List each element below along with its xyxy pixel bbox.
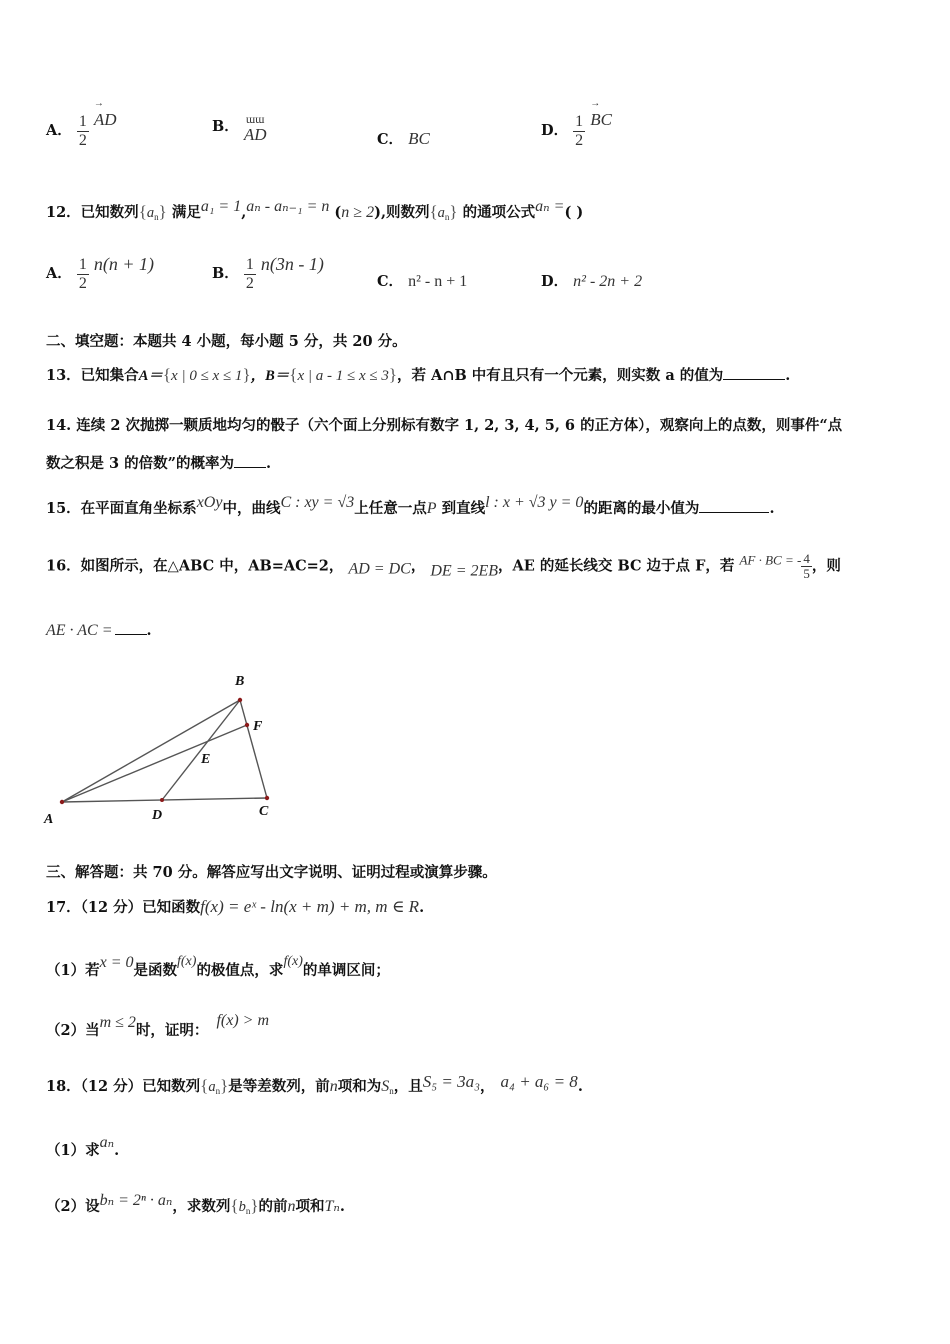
text: . (339, 1198, 345, 1215)
math: P (426, 500, 437, 517)
q12-option-c (377, 270, 467, 291)
math: aₙ (99, 1134, 115, 1151)
numerator: 1 (245, 255, 254, 273)
q18-part1 (46, 1132, 119, 1160)
brace: } (220, 1076, 229, 1095)
math: a (146, 205, 155, 221)
q12-option-a (46, 254, 154, 293)
subscript: n (215, 1086, 221, 1096)
fraction (573, 113, 585, 150)
option-label: B． (212, 265, 239, 282)
math: AD = DC (348, 560, 411, 578)
text: . (577, 1078, 583, 1095)
math: C : xy = √3 (280, 494, 355, 511)
label-a: A (44, 812, 54, 827)
text: . (769, 500, 775, 517)
q16-ask (46, 622, 152, 640)
vector-glyph: ɯɯ (245, 112, 265, 126)
option-label: B． (212, 118, 239, 135)
point-a (60, 800, 64, 804)
text: （2）设 (46, 1198, 100, 1215)
point-d (160, 798, 164, 802)
text: 是函数 (133, 962, 177, 979)
text: ，求数列 (172, 1198, 231, 1215)
math: a₄ + a₆ = 8 (500, 1072, 578, 1091)
brace: } (250, 1196, 259, 1215)
fraction (77, 113, 89, 150)
math: DE = 2EB (430, 562, 499, 580)
math: AF · BC = - (739, 552, 802, 568)
math: b (238, 1199, 246, 1215)
text: ，AE 的延长线交 BC 边于点 F，若 (498, 557, 735, 575)
segment-bc (240, 700, 267, 798)
answer-blank[interactable] (699, 512, 769, 513)
text: （2）当 (46, 1022, 100, 1039)
numerator: 1 (78, 255, 87, 273)
vector: AD (243, 125, 267, 144)
fraction (244, 256, 256, 293)
math: x | a - 1 ≤ x ≤ 3 (297, 368, 389, 384)
text: ，则 (811, 557, 841, 575)
point-c (265, 796, 269, 800)
brace: } (449, 202, 458, 221)
answer-blank[interactable] (115, 634, 147, 635)
brace: } (388, 365, 398, 384)
math: x | 0 ≤ x ≤ 1 (171, 368, 243, 384)
text: 17．（12 分）已知函数 (46, 899, 201, 916)
set-name: A＝ (138, 368, 163, 384)
label-c: C (259, 804, 269, 819)
math: x = 0 (99, 954, 134, 971)
text: 时，证明： (135, 1022, 209, 1039)
text: 上任意一点 (354, 500, 427, 517)
text: 18．（12 分）已知数列 (46, 1078, 201, 1095)
q11-option-c (377, 128, 430, 149)
math: a (208, 1079, 216, 1095)
q12-option-b (212, 254, 324, 293)
numerator: 1 (78, 112, 87, 130)
fraction (77, 256, 89, 293)
q17-part2 (46, 1012, 269, 1040)
segment-db (162, 700, 240, 800)
math: S₅ = 3a₃ (422, 1072, 481, 1091)
math: Tₙ (324, 1198, 340, 1215)
brace: { (289, 365, 298, 384)
subscript: n (444, 212, 450, 222)
math: m ≤ 2 (99, 1014, 136, 1031)
point-b (238, 698, 242, 702)
text: 的前 (258, 1198, 288, 1215)
text: 13．已知集合 (46, 367, 139, 384)
text: 中，曲线 (222, 500, 281, 517)
answer-blank[interactable] (723, 379, 785, 380)
denominator: 2 (78, 274, 87, 292)
denominator: 2 (245, 274, 254, 292)
text: 数之积是 3 的倍数”的概率为 (46, 455, 235, 472)
set-name: ，B＝ (250, 368, 290, 384)
text: 12．已知数列 (46, 204, 139, 221)
math: f(x) = eˣ - ln(x + m) + m, m ∈ R (200, 897, 420, 916)
text: . (146, 622, 152, 639)
text: ，且 (393, 1078, 423, 1095)
q11-option-b (212, 112, 267, 142)
numerator: 1 (575, 112, 584, 130)
math: aₙ - aₙ₋₁ = n (246, 198, 330, 215)
text: （1）若 (46, 962, 100, 979)
math: n ≥ 2 (341, 204, 375, 221)
q11-option-d (541, 110, 612, 150)
text: 满足 (171, 204, 201, 221)
math: bₙ = 2ⁿ · aₙ (99, 1192, 173, 1209)
text: 的距离的最小值为 (583, 500, 700, 517)
q12-stem: 12．已知数列$\{a_n\}$ 满足a₁ = 1,aₙ - aₙ₋₁ = n (n ≥ 2),则数列$\{a_n\}$ 的通项公式aₙ =( ) (46, 198, 584, 222)
label-b: B (235, 674, 245, 689)
point-f (245, 723, 249, 727)
brace: { (429, 202, 438, 221)
math: n(n + 1) (93, 254, 155, 274)
q14-line1: 14. 连续 2 次抛掷一颗质地均匀的骰子（六个面上分别标有数字 1, 2, 3, 4, 5, 6 的正方体），观察向上的点数，则事件“点 (46, 417, 843, 434)
section-2-title: 二、填空题：本题共 4 小题，每小题 5 分，共 20 分。 (46, 333, 407, 350)
option-label: C． (377, 131, 404, 148)
q17-part1 (46, 954, 390, 980)
math: f(x) (177, 954, 197, 969)
denominator: 2 (575, 131, 584, 149)
vector: → AD (94, 110, 117, 130)
option-label: A． (46, 122, 72, 139)
denominator: 5 (803, 566, 810, 581)
label-d: D (152, 808, 163, 823)
text: 是等差数列，前 (228, 1078, 330, 1095)
math: S (381, 1078, 390, 1095)
math: f(x) > m (216, 1012, 269, 1029)
brace: } (242, 365, 251, 384)
fraction (801, 552, 812, 581)
text: . (785, 367, 791, 384)
answer-paren: ( ) (564, 204, 584, 221)
vector: → BC (590, 110, 612, 130)
option-label: A． (46, 265, 72, 282)
option-label: D． (541, 122, 569, 139)
brace: { (200, 1076, 209, 1095)
q14-line2 (46, 452, 271, 473)
q12-option-d (541, 270, 642, 291)
option-label: C． (377, 273, 404, 290)
label-e: E (201, 752, 211, 767)
text: . (419, 899, 425, 916)
math: f(x) (283, 954, 303, 969)
q17-stem (46, 896, 424, 917)
brace: } (158, 202, 167, 221)
brace: { (230, 1196, 239, 1215)
triangle-figure (40, 668, 280, 828)
denominator: 2 (78, 131, 87, 149)
text: 项和为 (337, 1078, 382, 1095)
q18-part2 (46, 1190, 345, 1216)
brace: { (138, 202, 147, 221)
answer-blank[interactable] (234, 467, 266, 468)
q18-stem: 18．（12 分）已知数列$\{a_n\}$是等差数列，前n项和为$S_n$，且S₅ = 3a₃， a₄ + a₆ = 8. (46, 1072, 583, 1096)
segment-af (62, 725, 247, 802)
text: 的单调区间； (302, 962, 390, 979)
brace: { (162, 365, 172, 384)
label-f: F (253, 719, 263, 734)
figure-lines (62, 700, 267, 802)
math: n (287, 1198, 296, 1215)
q16-stem (46, 552, 841, 581)
q11-option-a (46, 110, 117, 150)
text: 的极值点，求 (196, 962, 284, 979)
subscript: n (245, 1206, 251, 1216)
math: l : x + √3 y = 0 (485, 494, 584, 511)
math: aₙ = (535, 198, 565, 215)
q13-stem (46, 364, 790, 385)
math: n² - n + 1 (408, 273, 468, 290)
math: xOy (196, 494, 223, 511)
math: a (437, 205, 445, 221)
segment-ac (62, 798, 267, 802)
vector-stack (244, 112, 267, 142)
text: 16．如图所示，在△ABC 中，AB=AC=2， (46, 557, 344, 575)
text: . (114, 1142, 120, 1159)
math: AE · AC = (46, 622, 113, 639)
text: ， (410, 557, 426, 575)
subscript: n (154, 212, 159, 222)
segment-ab (62, 700, 240, 802)
q15-stem (46, 494, 775, 518)
text: 到直线 (441, 500, 486, 517)
math: a₁ = 1 (200, 198, 242, 215)
text: . (266, 455, 272, 472)
math: n² - 2n + 2 (573, 273, 643, 290)
text: ),则数列 (374, 204, 430, 221)
text: 项和 (295, 1198, 325, 1215)
text: 的通项公式 (462, 204, 536, 221)
section-3-title: 三、解答题：共 70 分。解答应写出文字说明、证明过程或演算步骤。 (46, 864, 497, 881)
text: ，若 A∩B 中有且只有一个元素，则实数 a 的值为 (397, 367, 724, 384)
subscript: n (389, 1086, 394, 1096)
option-label: D． (541, 273, 569, 290)
math: n(3n - 1) (260, 254, 324, 274)
math: n (329, 1078, 338, 1095)
vector: BC (408, 129, 430, 148)
text: 15．在平面直角坐标系 (46, 500, 197, 517)
text: （1）求 (46, 1142, 100, 1159)
numerator: 4 (803, 551, 810, 566)
